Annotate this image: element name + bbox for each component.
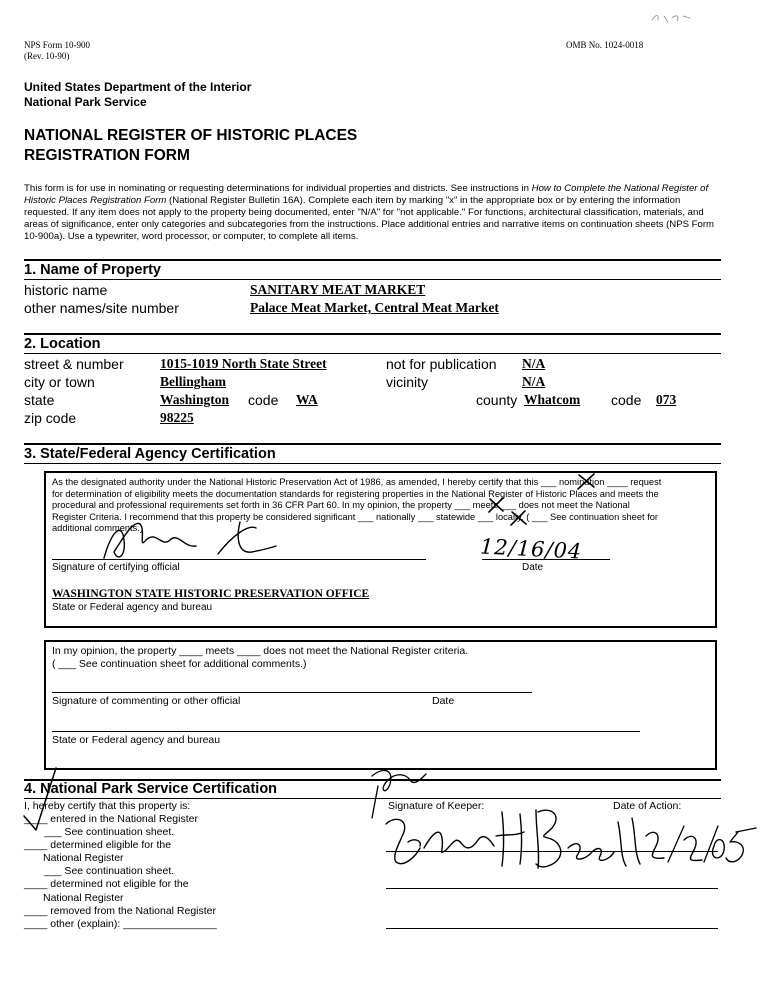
zip-value: 98225	[160, 410, 194, 425]
state-code-value: WA	[296, 392, 318, 407]
vicinity-value: N/A	[522, 374, 546, 389]
nps-status-item: ____ entered in the National Register	[24, 813, 198, 825]
comment-box	[44, 640, 717, 770]
county-code-label: code	[611, 392, 642, 408]
page-subtitle: REGISTRATION FORM	[24, 147, 190, 164]
page-title: NATIONAL REGISTER OF HISTORIC PLACES	[24, 127, 358, 144]
section-3-heading: 3. State/Federal Agency Certification	[24, 446, 276, 462]
nps-status-item: National Register	[43, 852, 124, 865]
nps-status-list	[24, 813, 217, 931]
state-label: state	[24, 392, 55, 408]
section-4-heading: 4. National Park Service Certification	[24, 781, 278, 797]
not-for-publication-value: N/A	[522, 356, 546, 371]
zip-label: zip code	[24, 410, 77, 426]
form-number: NPS Form 10-900	[24, 40, 91, 50]
vicinity-label: vicinity	[386, 374, 429, 390]
date-of-action-label: Date of Action:	[613, 800, 682, 812]
keeper-signature-label: Signature of Keeper:	[388, 800, 485, 812]
state-value: Washington	[160, 392, 230, 407]
historic-name-label: historic name	[24, 282, 108, 298]
street-label: street & number	[24, 356, 124, 372]
nps-status-item: ____ determined eligible for the	[24, 839, 172, 852]
keeper-line	[386, 928, 718, 929]
instructions-paragraph: This form is for use in nominating or requesting determinations for individual properties and districts. See instructions in How to Complete the National Register of Historic Places Registration Form (National Register Bulletin 16A). Complete each item by marking "x" in the appropriate box or by entering the information requested. If any item does not apply to the property being documented, enter "N/A" for "not applicable." For functions, architectural classification, materials, and areas of significance, enter only categories and subcategories from the instructions. Place additional entries and narrative items on continuation sheets (NPS Form 10-900a). Use a typewriter, word processor, or computer, to complete all items.	[24, 183, 715, 242]
commenting-date-label: Date	[432, 695, 455, 707]
section-rule	[24, 798, 721, 799]
agency-name: National Park Service	[24, 95, 147, 109]
signature-line	[52, 692, 532, 693]
certifying-date-label: Date	[522, 562, 544, 573]
nps-status-item: ___ See continuation sheet.	[44, 826, 175, 839]
agency-name-value: WASHINGTON STATE HISTORIC PRESERVATION OFFICE	[52, 588, 370, 600]
certify-statement: I, hereby certify that this property is:	[24, 800, 191, 812]
city-label: city or town	[24, 374, 95, 390]
agency-line	[52, 731, 640, 732]
opinion-continuation: ( ___ See continuation sheet for additional comments.)	[52, 658, 307, 670]
city-value: Bellingham	[160, 374, 227, 389]
section-1-heading: 1. Name of Property	[24, 262, 161, 278]
other-names-label: other names/site number	[24, 300, 179, 316]
agency-bureau-label: State or Federal agency and bureau	[52, 602, 213, 613]
form-revision: (Rev. 10-90)	[24, 51, 70, 61]
commenting-agency-label: State or Federal agency and bureau	[52, 734, 221, 746]
keeper-signature-line	[386, 851, 718, 852]
nps-status-item: ____ other (explain): ________________	[24, 917, 217, 930]
commenting-signature-label: Signature of commenting or other official	[52, 695, 241, 707]
certification-statement: As the designated authority under the National Historic Preservation Act of 1986, as amended, I hereby certify that this ___ nomination ____ request for determination of eligibility meets the documentation standards for registering properties in the National Register of Historic Places and meets the procedural and professional requirements set forth in 36 CFR Part 60. In my opinion, the property ___ meets ___ does not meet the National Register Criteria. I recommend that this property be considered significant ___ nationally ___ statewide ___ locally. ( ___ See continuation sheet for additional comments.)	[52, 477, 662, 534]
opinion-text: In my opinion, the property ____ meets ____ does not meet the National Register criteria.	[52, 645, 469, 657]
omb-number: OMB No. 1024-0018	[566, 40, 644, 50]
county-value: Whatcom	[524, 392, 581, 407]
nps-status-item: ___ See continuation sheet.	[44, 865, 175, 878]
keeper-line	[386, 888, 718, 889]
certifying-date-handwritten: 12/16/04	[479, 534, 583, 564]
county-code-value: 073	[656, 392, 677, 407]
section-2-heading: 2. Location	[24, 336, 101, 352]
nps-status-item: ____ removed from the National Register	[24, 904, 217, 917]
certifying-signature-label: Signature of certifying official	[52, 562, 180, 573]
street-value: 1015-1019 North State Street	[160, 356, 327, 371]
other-names-value: Palace Meat Market, Central Meat Market	[250, 300, 499, 315]
nps-status-item: National Register	[43, 891, 124, 904]
state-code-label: code	[248, 392, 279, 408]
department-name: United States Department of the Interior	[24, 80, 252, 94]
not-for-publication-label: not for publication	[386, 356, 497, 372]
nps-status-item: ____ determined not eligible for the	[24, 878, 189, 891]
county-label: county	[476, 392, 518, 408]
historic-name-value: SANITARY MEAT MARKET	[250, 282, 426, 297]
